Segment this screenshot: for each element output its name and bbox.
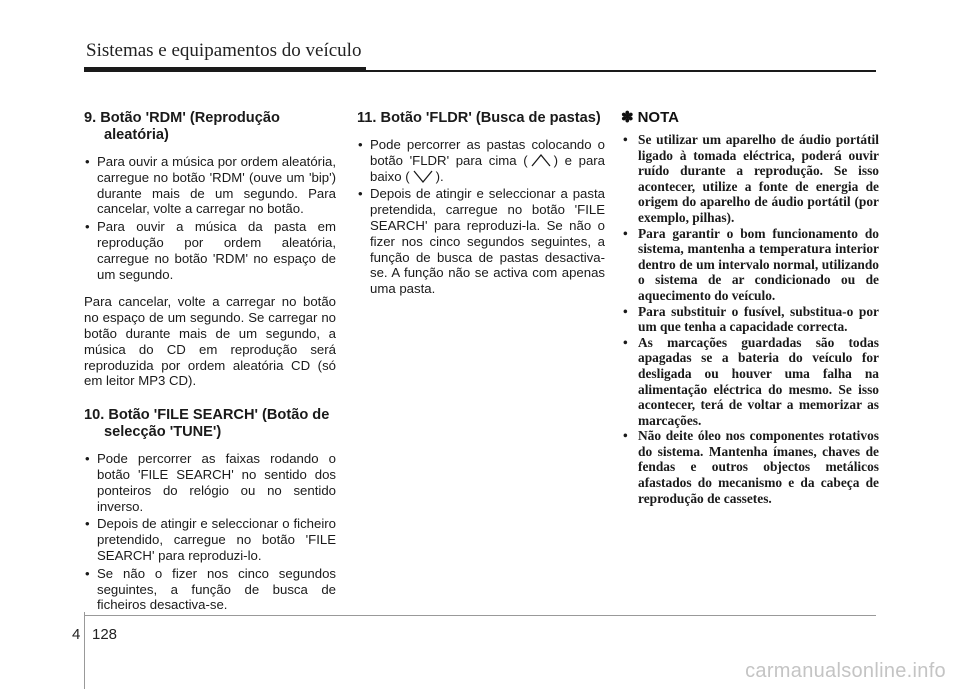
note-item: • Se utilizar um aparelho de áudio portátil ligado à tomada eléctrica, poderá ouvir ruído durante a reprodução. Se isso acontecer, utilize a fonte de energia de origem do aparelho de áudio portátil (por exemplo, pilhas). bbox=[621, 132, 879, 226]
asterisk-icon: ✽ bbox=[621, 109, 634, 126]
list-item: • Para ouvir a música da pasta em reprodução por ordem aleatória, carregue no botão 'RDM' no espaço de um segundo. bbox=[84, 219, 336, 282]
column-left bbox=[84, 110, 336, 615]
section-11-list bbox=[357, 137, 605, 297]
note-item: • As marcações guardadas são todas apagadas se a bateria do veículo for desligada ou houver uma falha na alimentação eléctrica do mesmo. Se isso acontecer, terá de voltar a memorizar as marcações. bbox=[621, 335, 879, 429]
chevron-up-icon bbox=[530, 153, 552, 168]
note-list bbox=[621, 132, 879, 506]
text-run: ). bbox=[435, 168, 444, 184]
section-11-title: 11. Botão 'FLDR' (Busca de pastas) bbox=[357, 110, 601, 126]
list-item: • Depois de atingir e seleccionar o ficheiro pretendido, carregue no botão 'FILE SEARCH' para reproduzi-lo. bbox=[84, 516, 336, 563]
list-item: • Pode percorrer as faixas rodando o botão 'FILE SEARCH' no sentido dos ponteiros do relógio ou no sentido inverso. bbox=[84, 451, 336, 514]
footer-rule-vertical bbox=[84, 612, 85, 689]
note-item: • Para garantir o bom funcionamento do sistema, mantenha a temperatura interior dentro de um intervalo normal, utilizando o sistema de ar condicionado ou de aquecimento do veículo. bbox=[621, 226, 879, 304]
note-heading-label: NOTA bbox=[637, 109, 679, 126]
section-9-list bbox=[84, 154, 336, 282]
section-9-title: 9. Botão 'RDM' (Reprodução aleatória) bbox=[84, 110, 280, 143]
section-10-title: 10. Botão 'FILE SEARCH' (Botão de selecção 'TUNE') bbox=[84, 407, 330, 441]
note-item: • Para substituir o fusível, substitua-o por um que tenha a capacidade correcta. bbox=[621, 304, 879, 335]
watermark: carmanualsonline.info bbox=[745, 660, 946, 682]
chevron-down-icon bbox=[412, 169, 434, 184]
list-item: • Depois de atingir e seleccionar a pasta pretendida, carregue no botão 'FILE SEARCH' para reproduzi-la. Se não o fizer nos cinco segundos seguintes, a função de busca de pastas desactiva-se. A função não se activa com apenas uma pasta. bbox=[357, 186, 605, 297]
chapter-number: 4 bbox=[72, 626, 81, 643]
text-run: Pode percorrer as pastas colocando o botão 'FLDR' para cima ( bbox=[370, 137, 605, 168]
note-item: • Não deite óleo nos componentes rotativos do sistema. Mantenha ímanes, chaves de fendas e outros objectos metálicos afastados do mecanismo e da cabeça de reprodução de cassetes. bbox=[621, 428, 879, 506]
list-item: • Para ouvir a música por ordem aleatória, carregue no botão 'RDM' (ouve um 'bip') durante mais de um segundo. Para cancelar, volte a carregar no botão. bbox=[84, 154, 336, 217]
section-10-list bbox=[84, 451, 336, 613]
section-9-paragraph: Para cancelar, volte a carregar no botão no espaço de um segundo. Se carregar no botão durante mais de um segundo, a música do CD em reprodução será reproduzida por ordem aleatória CD (só em leitor MP3 CD). bbox=[84, 294, 336, 389]
note-heading bbox=[621, 110, 879, 128]
list-item: • Se não o fizer nos cinco segundos seguintes, a função de busca de ficheiros desactiva-se. bbox=[84, 566, 336, 613]
page-number: 128 bbox=[92, 626, 118, 643]
note-box bbox=[621, 110, 879, 506]
running-header: Sistemas e equipamentos do veículo bbox=[86, 40, 362, 61]
footer-rule-horizontal bbox=[84, 615, 876, 616]
column-middle bbox=[357, 110, 605, 299]
header-rule-thin bbox=[366, 70, 876, 72]
header-rule-thick bbox=[84, 67, 366, 72]
list-item bbox=[357, 137, 605, 184]
text-run: ) e para baixo ( bbox=[370, 152, 606, 184]
